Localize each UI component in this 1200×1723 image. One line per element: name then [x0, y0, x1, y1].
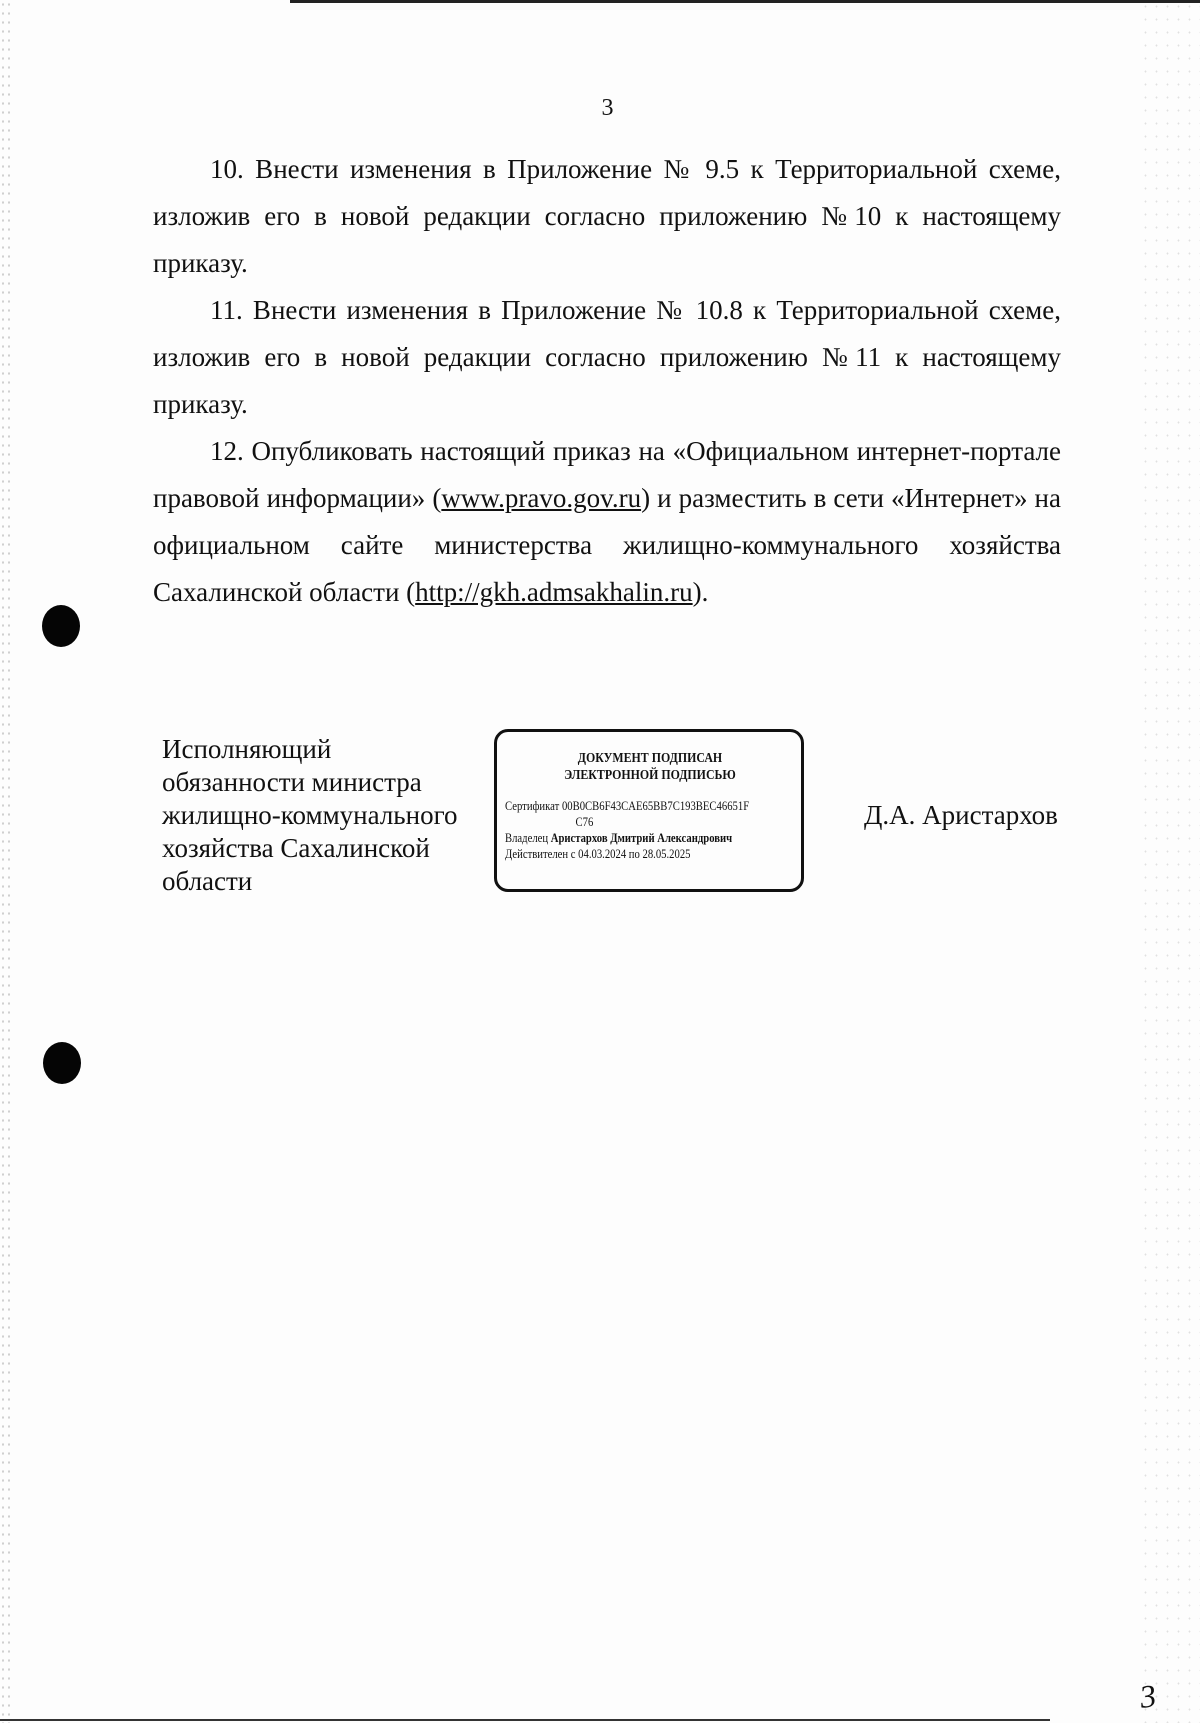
role-line: хозяйства Сахалинской — [162, 833, 430, 863]
paragraph-11: 11. Внести изменения в Приложение № 10.8 к Территориальной схеме, изложив его в новой редакции согласно приложению №11 к настоящему приказу. — [153, 295, 1061, 419]
pravo-link[interactable]: www.pravo.gov.ru — [441, 483, 642, 513]
scan-noise-right — [1137, 0, 1200, 1723]
stamp-cert-value: 00B0CB6F43CAE65BB7C193BEC46651F — [561, 798, 750, 813]
stamp-owner-value: Аристархов Дмитрий Александрович — [550, 830, 733, 845]
page-top-rule — [290, 0, 1200, 3]
document-body — [153, 146, 1061, 616]
paragraph-12-text-mid: ) и разместить в сети «Интернет» на официальном сайте министерства жилищно-коммунального хозяйства Сахалинской области ( — [153, 483, 1061, 607]
electronic-signature-stamp — [494, 729, 804, 892]
stamp-cert-value-cont: C76 — [575, 814, 594, 829]
role-line: Исполняющий — [162, 734, 332, 764]
stamp-owner-label: Владелец — [505, 830, 549, 845]
role-line: области — [162, 866, 253, 896]
handwritten-page-mark: 3 — [1137, 1677, 1159, 1715]
stamp-certificate — [505, 798, 800, 814]
signatory-role — [162, 733, 457, 898]
paragraph-10: 10. Внести изменения в Приложение № 9.5 к Территориальной схеме, изложив его в новой редакции согласно приложению №10 к настоящему приказу. — [153, 154, 1061, 278]
stamp-title — [527, 750, 774, 784]
stamp-cert-label: Сертификат — [505, 798, 560, 813]
signer-name: Д.А. Аристархов — [864, 800, 1058, 830]
stamp-title-line: ДОКУМЕНТ ПОДПИСАН — [577, 751, 723, 766]
role-line: обязанности министра — [162, 767, 422, 797]
page-bottom-rule — [0, 1719, 1050, 1721]
scan-noise-left — [0, 0, 14, 1723]
stamp-title-line: ЭЛЕКТРОННОЙ ПОДПИСЬЮ — [564, 768, 736, 783]
stamp-owner — [505, 830, 800, 846]
hole-punch-top — [42, 605, 80, 647]
paragraph-12-text-end: ). — [692, 577, 709, 607]
stamp-validity: Действителен с 04.03.2024 по 28.05.2025 — [505, 846, 691, 861]
hole-punch-bottom — [43, 1042, 81, 1084]
paragraph-12-text-start: 12. Опубликовать настоящий приказ на «Официальном интернет-портале правовой информации» ( — [153, 436, 1061, 513]
stamp-body — [505, 798, 800, 862]
gkh-site-link[interactable]: http://gkh.admsakhalin.ru — [415, 577, 693, 607]
role-line: жилищно-коммунального — [162, 800, 458, 830]
page-number: 3 — [601, 95, 614, 121]
paragraph-12 — [153, 428, 1061, 616]
